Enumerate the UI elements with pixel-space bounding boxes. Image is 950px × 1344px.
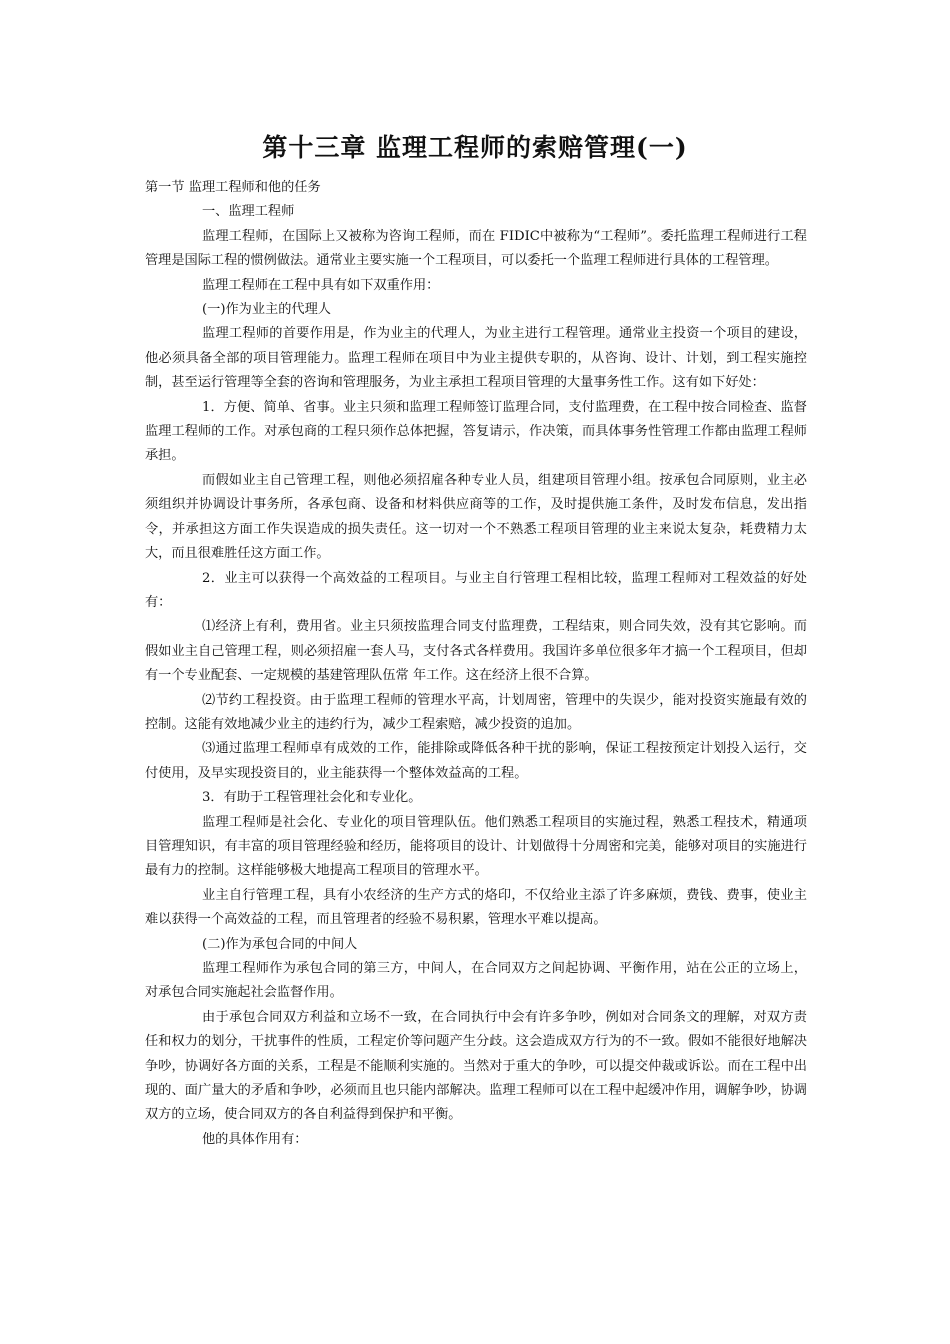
paragraph: 监理工程师的首要作用是，作为业主的代理人，为业主进行工程管理。通常业主投资一个项目的建设，他必须具备全部的项目管理能力。监理工程师在项目中为业主提供专职的，从咨询、设计、计划，到工程实施控制，甚至运行管理等全套的咨询和管理服务，为业主承担工程项目管理的大量事务性工作。这有如下好处：	[145, 326, 807, 391]
paragraph: 而假如业主自己管理工程，则他必须招雇各种专业人员，组建项目管理小组。按承包合同原则，业主必须组织并协调设计事务所，各承包商、设备和材料供应商等的工作，及时提供施工条件，及时发布信息，发出指令，并承担这方面工作失误造成的损失责任。这一切对一个不熟悉工程项目管理的业主来说太复杂，耗费精力太大，而且很难胜任这方面工作。	[145, 472, 807, 562]
paragraph: 监理工程师是社会化、专业化的项目管理队伍。他们熟悉工程项目的实施过程，熟悉工程技术，精通项目管理知识，有丰富的项目管理经验和经历，能将项目的设计、计划做得十分周密和完美，能够对项目的实施进行最有力的控制。这样能够极大地提高工程项目的管理水平。	[145, 814, 807, 879]
paragraph: 一、监理工程师	[202, 204, 295, 220]
paragraph: 业主自行管理工程，具有小农经济的生产方式的烙印，不仅给业主添了许多麻烦，费钱、费事，使业主难以获得一个高效益的工程，而且管理者的经验不易积累，管理水平难以提高。	[145, 887, 807, 928]
paragraph: 1．方便、简单、省事。业主只须和监理工程师签订监理合同，支付监理费，在工程中按合同检查、监督监理工程师的工作。对承包商的工程只须作总体把握，答复请示，作决策，而具体事务性管理工作都由监理工程师承担。	[145, 399, 807, 464]
paragraph: 监理工程师在工程中具有如下双重作用：	[202, 277, 440, 293]
paragraph: 监理工程师，在国际上又被称为咨询工程师，而在 FIDIC中被称为“工程师”。委托监理工程师进行工程管理是国际工程的惯例做法。通常业主要实施一个工程项目，可以委托一个监理工程师进行具体的工程管理。	[145, 228, 807, 269]
paragraph: ⑵节约工程投资。由于监理工程师的管理水平高，计划周密，管理中的失误少，能对投资实施最有效的控制。这能有效地减少业主的违约行为，减少工程索赔，减少投资的追加。	[145, 692, 807, 732]
paragraph: ⑴经济上有利，费用省。业主只须按监理合同支付监理费，工程结束，则合同失效，没有其它影响。而假如业主自己管理工程，则必须招雇一套人马，支付各式各样费用。我国许多单位很多年才搞一个工程项目，但却有一个专业配套、一定规模的基建管理队伍常 年工作。这在经济上很不合算。	[145, 619, 807, 684]
document-body	[145, 176, 807, 1152]
paragraph: (一)作为业主的代理人	[202, 302, 331, 318]
paragraph: ⑶通过监理工程师卓有成效的工作，能排除或降低各种干扰的影响，保证工程按预定计划投入运行，交付使用，及早实现投资目的，业主能获得一个整体效益高的工程。	[145, 741, 807, 781]
paragraph: 他的具体作用有：	[202, 1131, 308, 1147]
section-heading: 第一节 监理工程师和他的任务	[145, 180, 321, 195]
paragraph: 2．业主可以获得一个高效益的工程项目。与业主自行管理工程相比较，监理工程师对工程效益的好处有：	[145, 570, 807, 610]
paragraph: (二)作为承包合同的中间人	[202, 936, 358, 952]
page-title: 第十三章 监理工程师的索赔管理(一)	[262, 133, 688, 162]
paragraph: 监理工程师作为承包合同的第三方，中间人，在合同双方之间起协调、平衡作用，站在公正的立场上，对承包合同实施起社会监督作用。	[145, 961, 807, 1001]
paragraph: 3．有助于工程管理社会化和专业化。	[202, 790, 422, 806]
paragraph: 由于承包合同双方利益和立场不一致，在合同执行中会有许多争吵，例如对合同条文的理解，对双方责任和权力的划分，干扰事件的性质，工程定价等问题产生分歧。这会造成双方行为的不一致。假如不能很好地解决争吵，协调好各方面的关系，工程是不能顺利实施的。当然对于重大的争吵，可以提交仲裁或诉讼。而在工程中出现的、面广量大的矛盾和争吵，必须而且也只能内部解决。监理工程师可以在工程中起缓冲作用，调解争吵，协调双方的立场，使合同双方的各自利益得到保护和平衡。	[145, 1009, 807, 1123]
